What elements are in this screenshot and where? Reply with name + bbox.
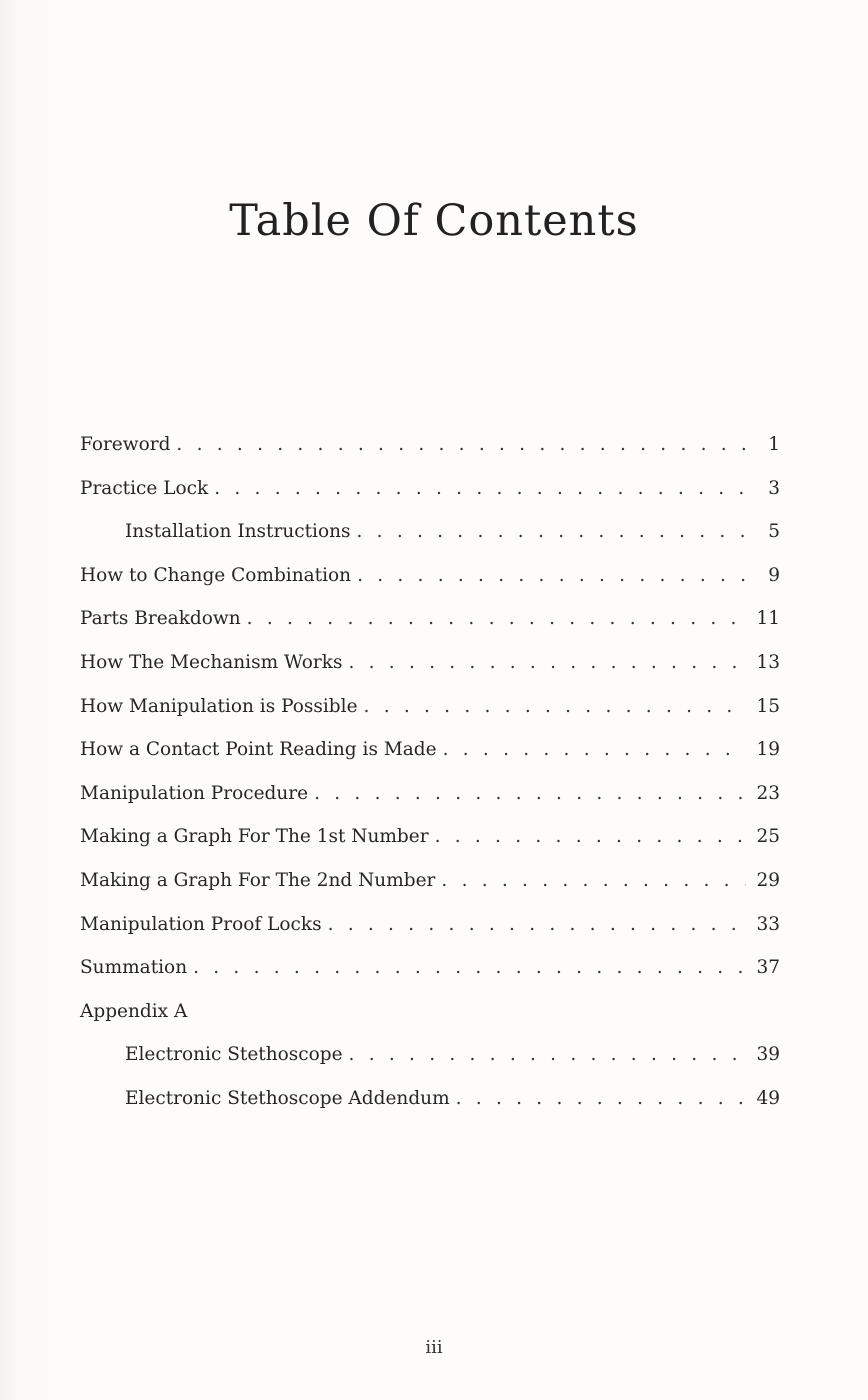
- page-number: iii: [425, 1337, 443, 1358]
- toc-entry-page: 33: [756, 913, 780, 935]
- toc-entry-practice-lock[interactable]: [80, 467, 780, 511]
- toc-entry-page: 25: [756, 826, 780, 848]
- toc-dot-leader: [435, 815, 746, 859]
- toc-dot-leader: [456, 1077, 746, 1121]
- toc-entry-label: Making a Graph For The 1st Number: [80, 826, 429, 848]
- toc-entry-label: Installation Instructions: [125, 521, 351, 543]
- toc-entry-change-combination[interactable]: [80, 554, 780, 598]
- toc-entry-manipulation-possible[interactable]: [80, 685, 780, 729]
- toc-entry-label: How a Contact Point Reading is Made: [80, 739, 437, 761]
- toc-entry-installation-instructions[interactable]: [80, 510, 780, 554]
- toc-entry-page: 19: [756, 739, 780, 761]
- page-title: Table Of Contents: [229, 196, 639, 246]
- toc-entry-label: How Manipulation is Possible: [80, 695, 358, 717]
- toc-entry-page: 29: [756, 869, 780, 891]
- toc-entry-page: 3: [768, 477, 780, 499]
- toc-entry-label: Parts Breakdown: [80, 608, 241, 630]
- toc-entry-label: Manipulation Proof Locks: [80, 913, 322, 935]
- toc-entry-label: Foreword: [80, 434, 171, 455]
- toc-dot-leader: [328, 903, 746, 947]
- toc-dot-leader: [314, 772, 746, 816]
- toc-entry-page: 49: [756, 1087, 780, 1109]
- toc-dot-leader: [193, 946, 746, 990]
- toc-entry-foreword[interactable]: [80, 423, 780, 467]
- toc-entry-appendix-a[interactable]: [80, 990, 780, 1034]
- toc-entry-label: Electronic Stethoscope: [125, 1044, 343, 1066]
- toc-entry-label: How The Mechanism Works: [80, 651, 343, 673]
- table-of-contents: [80, 423, 780, 1121]
- toc-dot-leader: [214, 467, 746, 511]
- toc-dot-leader: [364, 685, 746, 729]
- toc-entry-label: Making a Graph For The 2nd Number: [80, 869, 436, 891]
- toc-entry-page: 23: [756, 782, 780, 804]
- toc-entry-graph-2nd-number[interactable]: [80, 859, 780, 903]
- toc-entry-graph-1st-number[interactable]: [80, 815, 780, 859]
- toc-entry-mechanism-works[interactable]: [80, 641, 780, 685]
- toc-entry-label: Electronic Stethoscope Addendum: [125, 1087, 450, 1109]
- toc-entry-contact-point-reading[interactable]: [80, 728, 780, 772]
- toc-entry-page: 39: [756, 1044, 780, 1066]
- toc-entry-electronic-stethoscope-addendum[interactable]: [80, 1077, 780, 1121]
- toc-entry-label: Appendix A: [80, 1000, 188, 1022]
- toc-entry-page: 11: [756, 608, 780, 630]
- toc-dot-leader: [247, 597, 746, 641]
- toc-entry-summation[interactable]: [80, 946, 780, 990]
- toc-entry-page: 15: [756, 695, 780, 717]
- toc-dot-leader: [441, 859, 746, 903]
- toc-entry-parts-breakdown[interactable]: [80, 597, 780, 641]
- toc-dot-leader: [176, 423, 746, 467]
- toc-dot-leader: [357, 554, 746, 598]
- toc-entry-label: Practice Lock: [80, 477, 209, 499]
- toc-entry-manipulation-procedure[interactable]: [80, 772, 780, 816]
- toc-entry-label: Manipulation Procedure: [80, 782, 309, 804]
- toc-dot-leader: [348, 641, 746, 685]
- toc-entry-label: How to Change Combination: [80, 564, 352, 586]
- toc-entry-page: 5: [768, 521, 780, 543]
- toc-entry-page: 1: [768, 434, 780, 455]
- toc-dot-leader: [357, 510, 747, 554]
- toc-entry-manipulation-proof-locks[interactable]: [80, 903, 780, 947]
- toc-entry-electronic-stethoscope[interactable]: [80, 1033, 780, 1077]
- toc-entry-label: Summation: [80, 957, 188, 979]
- toc-entry-page: 37: [756, 957, 780, 979]
- toc-entry-page: 13: [756, 651, 780, 673]
- toc-dot-leader: [349, 1033, 746, 1077]
- toc-dot-leader: [443, 728, 746, 772]
- toc-entry-page: 9: [768, 564, 780, 586]
